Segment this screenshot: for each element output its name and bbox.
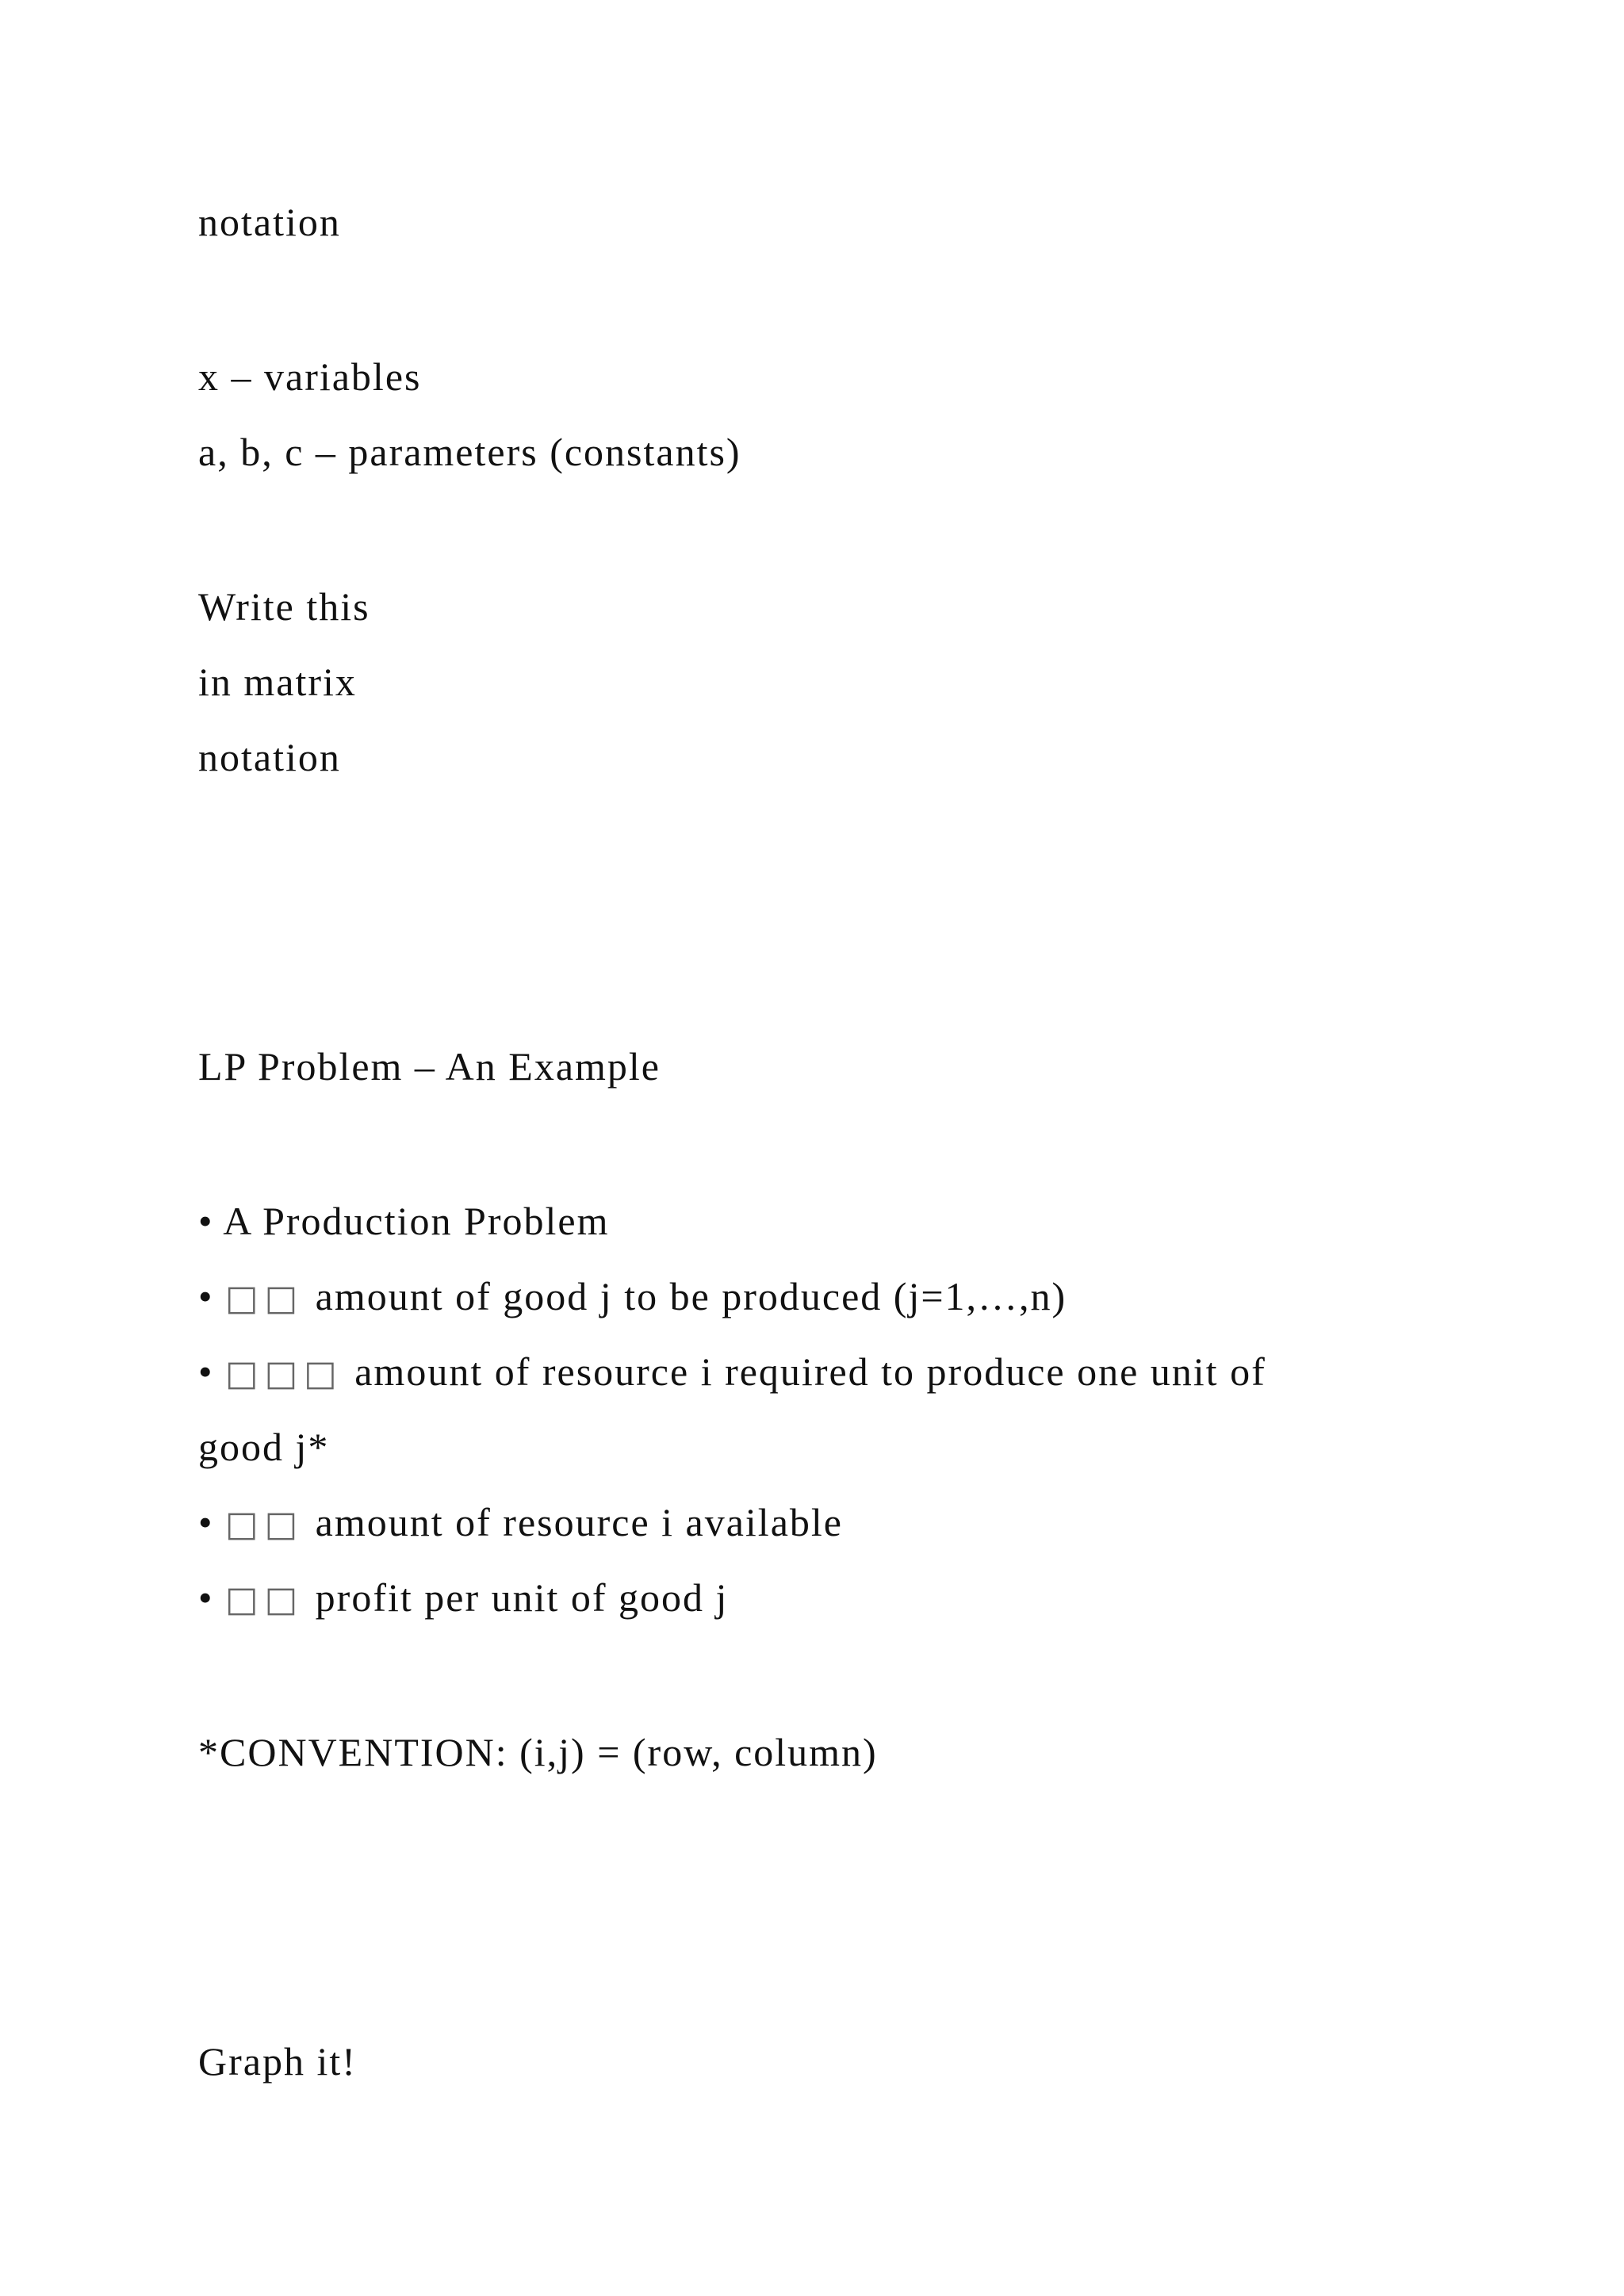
text-write-this: Write this (198, 584, 370, 629)
text-x-variables: x – variables (198, 354, 422, 399)
bullet-text: amount of resource i required to produce one unit of (343, 1349, 1266, 1394)
bullet-text: profit per unit of good j (304, 1575, 729, 1620)
section-heading: LP Problem – An Example (198, 1044, 661, 1089)
missing-glyph-icon: □□ (225, 1278, 304, 1318)
bullet-amount-good (198, 1272, 1067, 1322)
text-parameters: a, b, c – parameters (constants) (198, 430, 741, 474)
bullet-profit-per-unit (198, 1574, 728, 1624)
text-in-matrix: in matrix (198, 660, 357, 704)
bullet-text: amount of good j to be produced (j=1,…,n) (304, 1274, 1067, 1318)
missing-glyph-icon: □□ (225, 1504, 304, 1544)
bullet-resource-required (198, 1348, 1266, 1398)
bullet-resource-required-continuation: good j* (198, 1425, 330, 1469)
bullet-production-problem: • A Production Problem (198, 1199, 610, 1243)
bullet-text: amount of resource i available (304, 1500, 843, 1544)
bullet-prefix: • (198, 1274, 226, 1318)
bullet-prefix: • (198, 1500, 226, 1544)
missing-glyph-icon: □□ (225, 1579, 304, 1620)
bullet-prefix: • (198, 1575, 226, 1620)
text-notation-bottom: notation (198, 735, 341, 779)
missing-glyph-icon: □□□ (225, 1353, 343, 1394)
text-convention: *CONVENTION: (i,j) = (row, column) (198, 1730, 878, 1774)
bullet-prefix: • (198, 1349, 226, 1394)
text-graph-it: Graph it! (198, 2039, 357, 2084)
bullet-resource-available (198, 1498, 843, 1548)
text-notation-top: notation (198, 200, 341, 244)
